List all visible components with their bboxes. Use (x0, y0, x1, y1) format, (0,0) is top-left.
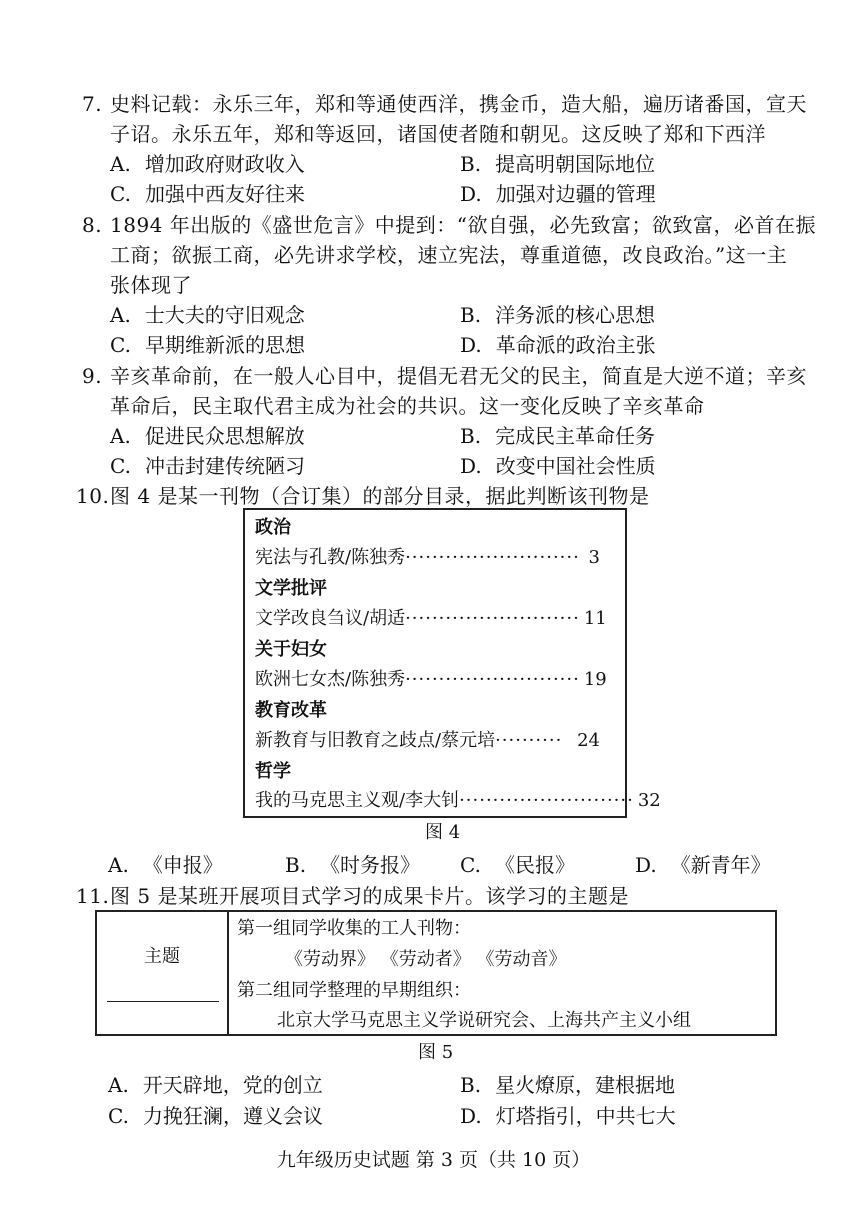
toc-section-heading: 教育改革 (255, 700, 327, 721)
question-11-option-d: D. 灯塔指引，中共七大 (460, 1104, 676, 1128)
question-7-stem-line-2: 子诏。永乐五年，郑和等返回，诸国使者随和朝见。这反映了郑和下西洋 (110, 122, 766, 146)
figure-4-caption: 图 4 (425, 822, 461, 843)
question-9-option-c: C. 冲击封建传统陋习 (110, 454, 305, 478)
question-10-option-a: A. 《申报》 (108, 853, 223, 877)
question-8-stem-line-3: 张体现了 (110, 273, 192, 297)
toc-entry: 宪法与孔教/陈独秀 ·························· 3 (255, 547, 600, 568)
card-topic-label: 主题 (144, 946, 180, 967)
question-9-option-a: A. 促进民众思想解放 (110, 424, 305, 448)
question-10-option-c: C. 《民报》 (460, 853, 575, 877)
figure-5-result-card (95, 910, 777, 1036)
figure-4-table-of-contents (243, 508, 661, 818)
question-7-option-c: C. 加强中西友好往来 (110, 182, 305, 206)
question-11-option-a: A. 开天辟地，党的创立 (108, 1073, 323, 1097)
question-8-number: 8. (82, 213, 103, 237)
question-10-number: 10. (76, 484, 110, 508)
card-group-1-heading: 第一组同学收集的工人刊物： (237, 918, 471, 939)
question-11-number: 11. (76, 884, 110, 908)
question-8-option-d: D. 革命派的政治主张 (460, 333, 656, 357)
card-group-2-heading: 第二组同学整理的早期组织： (237, 980, 471, 1001)
question-10-option-d: D. 《新青年》 (635, 853, 771, 877)
question-7-option-d: D. 加强对边疆的管理 (460, 182, 656, 206)
question-9-stem-line-1: 9. 辛亥革命前，在一般人心目中，提倡无君无父的民主，简直是大逆不道；辛亥 (82, 361, 807, 391)
question-10-option-b: B. 《时务报》 (285, 853, 421, 877)
card-group-1-journals: 《劳动界》 《劳动者》 《劳动音》 (285, 949, 567, 970)
question-7-number: 7. (82, 92, 103, 116)
question-7-option-a: A. 增加政府财政收入 (110, 152, 305, 176)
page-footer: 九年级历史试题 第 3 页（共 10 页） (276, 1149, 591, 1171)
question-9-number: 9. (82, 364, 103, 388)
question-8-option-b: B. 洋务派的核心思想 (460, 303, 656, 327)
toc-section-heading: 哲学 (255, 761, 291, 782)
question-8-stem-line-2: 工商；欲振工商，必先讲求学校，速立宪法，尊重道德，改良政治。”这一主 (110, 243, 788, 267)
toc-section-heading: 文学批评 (255, 578, 327, 599)
question-9-stem-line-2: 革命后，民主取代君主成为社会的共识。这一变化反映了辛亥革命 (110, 394, 705, 418)
question-8-stem-line-1: 8. 1894 年出版的《盛世危言》中提到：“欲自强，必先致富；欲致富，必首在振 (82, 210, 816, 240)
question-11-option-c: C. 力挽狂澜，遵义会议 (108, 1104, 323, 1128)
question-10-stem: 10.图 4 是某一刊物（合订集）的部分目录，据此判断该刊物是 (76, 481, 649, 511)
toc-entry: 文学改良刍议/胡适 ·························· 11 (255, 608, 607, 629)
question-9-option-b: B. 完成民主革命任务 (460, 424, 656, 448)
card-group-2-organizations: 北京大学马克思主义学说研究会、上海共产主义小组 (277, 1010, 691, 1031)
question-11-stem: 11.图 5 是某班开展项目式学习的成果卡片。该学习的主题是 (76, 881, 629, 911)
card-topic-blank (107, 1000, 219, 1002)
question-8-option-c: C. 早期维新派的思想 (110, 333, 305, 357)
question-11-option-b: B. 星火燎原，建根据地 (460, 1073, 676, 1097)
question-7-stem-line-1: 7. 史料记载：永乐三年，郑和等通使西洋，携金币，造大船，遍历诸番国，宣天 (82, 89, 807, 119)
question-9-option-d: D. 改变中国社会性质 (460, 454, 656, 478)
toc-entry: 新教育与旧教育之歧点/蔡元培 ·········· 24 (255, 730, 600, 751)
question-8-option-a: A. 士大夫的守旧观念 (110, 303, 305, 327)
toc-entry: 欧洲七女杰/陈独秀 ·························· 19 (255, 669, 607, 690)
figure-5-caption: 图 5 (418, 1042, 454, 1063)
toc-section-heading: 政治 (255, 517, 291, 538)
toc-entry: 我的马克思主义观/李大钊 ·························· 32 (255, 790, 661, 811)
toc-section-heading: 关于妇女 (255, 639, 327, 660)
question-7-option-b: B. 提高明朝国际地位 (460, 152, 656, 176)
card-divider (227, 912, 229, 1034)
